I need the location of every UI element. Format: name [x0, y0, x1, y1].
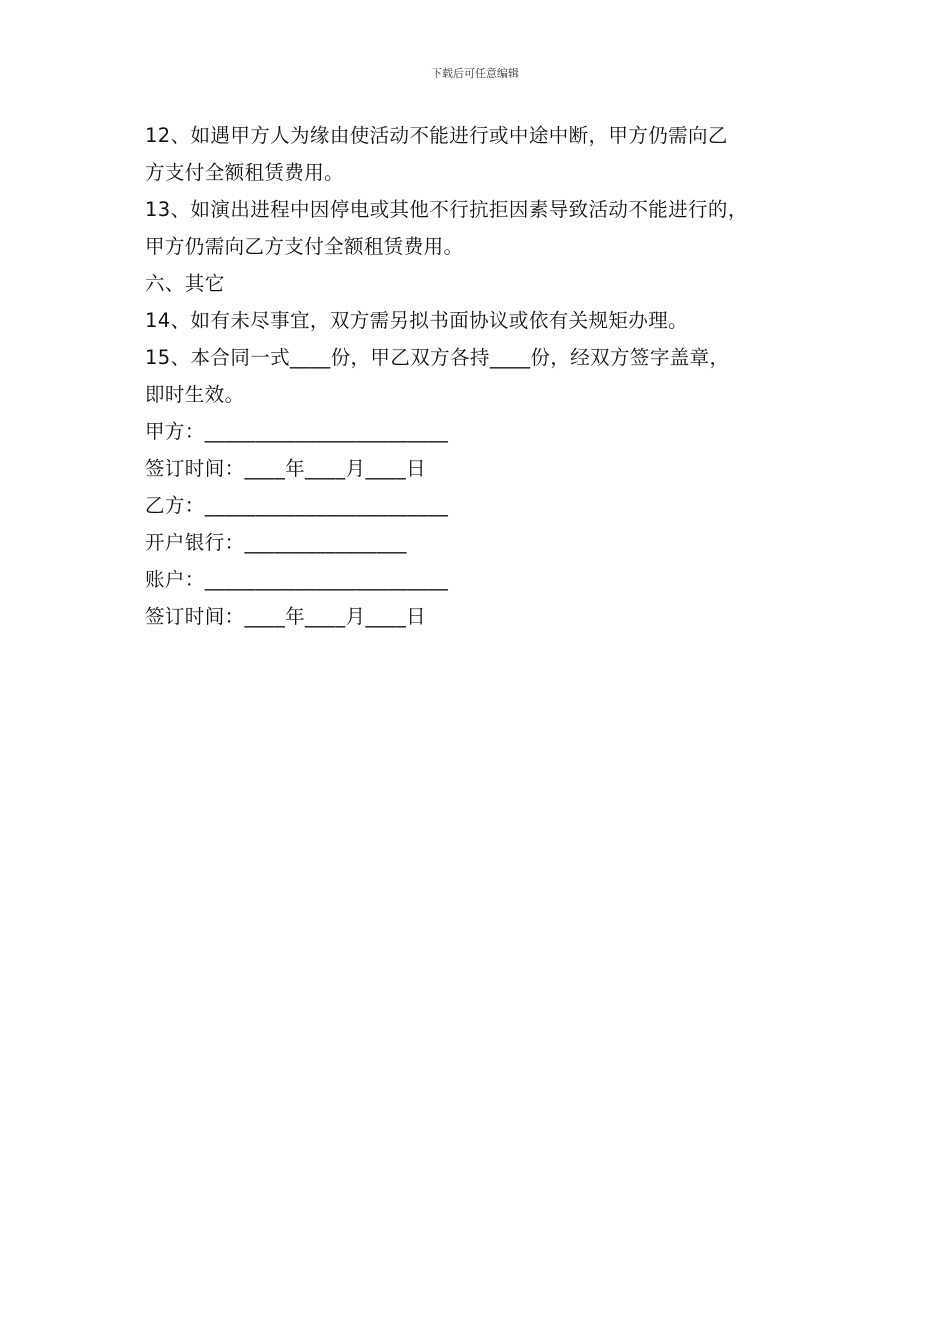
- clause-15-line-2: 即时生效。: [145, 383, 245, 406]
- clause-13-line-1: 13、如演出进程中因停电或其他不行抗拒因素导致活动不能进行的，: [145, 198, 748, 221]
- section-heading-other: 六、其它: [145, 272, 225, 295]
- clause-12-line-1: 12、如遇甲方人为缘由使活动不能进行或中途中断，甲方仍需向乙: [145, 124, 728, 147]
- clause-13-line-2: 甲方仍需向乙方支付全额租赁费用。: [145, 235, 464, 258]
- party-a-sign-date-line: 签订时间：____年____月____日: [145, 457, 426, 480]
- account-line: 账户：________________________: [145, 568, 449, 591]
- clause-15-line-1: 15、本合同一式____份，甲乙双方各持____份，经双方签字盖章，: [145, 346, 730, 369]
- document-body: [145, 117, 835, 635]
- bank-line: 开户银行：________________: [145, 531, 407, 554]
- party-b-sign-date-line: 签订时间：____年____月____日: [145, 605, 426, 628]
- party-a-signature-line: 甲方：________________________: [145, 420, 449, 443]
- page-header-note: 下载后可任意编辑: [431, 67, 519, 80]
- clause-12-line-2: 方支付全额租赁费用。: [145, 161, 345, 184]
- clause-14: 14、如有未尽事宜，双方需另拟书面协议或依有关规矩办理。: [145, 309, 689, 332]
- party-b-signature-line: 乙方：________________________: [145, 494, 449, 517]
